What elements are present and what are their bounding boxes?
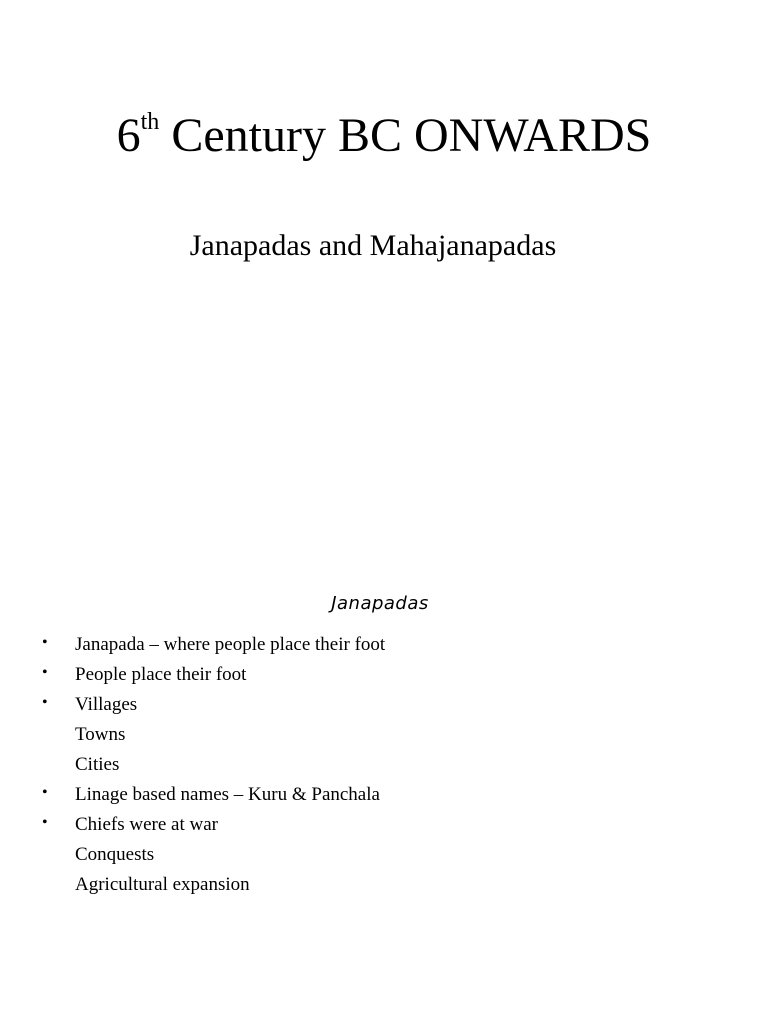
list-item-text: Towns <box>75 724 126 745</box>
list-item <box>40 720 740 750</box>
bullet-icon: • <box>42 634 48 651</box>
slide-subtitle: Janapadas and Mahajanapadas <box>189 229 557 262</box>
list-item-text: Conquests <box>75 844 155 865</box>
title-number: 6 <box>116 109 141 162</box>
list-item <box>40 690 740 720</box>
title-text: Century BC ONWARDS <box>159 109 652 162</box>
list-item-text: Linage based names – Kuru & Panchala <box>75 784 380 805</box>
list-item-text: People place their foot <box>75 664 247 685</box>
list-item-text: Chiefs were at war <box>75 814 218 835</box>
bullet-icon: • <box>42 784 48 801</box>
list-item-text: Agricultural expansion <box>75 874 250 895</box>
list-item <box>40 780 740 810</box>
list-item <box>40 810 740 840</box>
list-item <box>40 630 740 660</box>
bullet-icon: • <box>42 814 48 831</box>
list-item <box>40 840 740 870</box>
list-item-text: Villages <box>75 694 138 715</box>
title-superscript: th <box>140 109 160 135</box>
section-heading: Janapadas <box>331 593 429 614</box>
list-item <box>40 750 740 780</box>
list-item <box>40 660 740 690</box>
list-item-text: Cities <box>75 754 120 775</box>
bullet-list <box>40 630 740 900</box>
bullet-icon: • <box>42 694 48 711</box>
list-item-text: Janapada – where people place their foot <box>75 634 386 655</box>
bullet-icon: • <box>42 664 48 681</box>
list-item <box>40 870 740 900</box>
slide-title <box>0 108 768 164</box>
